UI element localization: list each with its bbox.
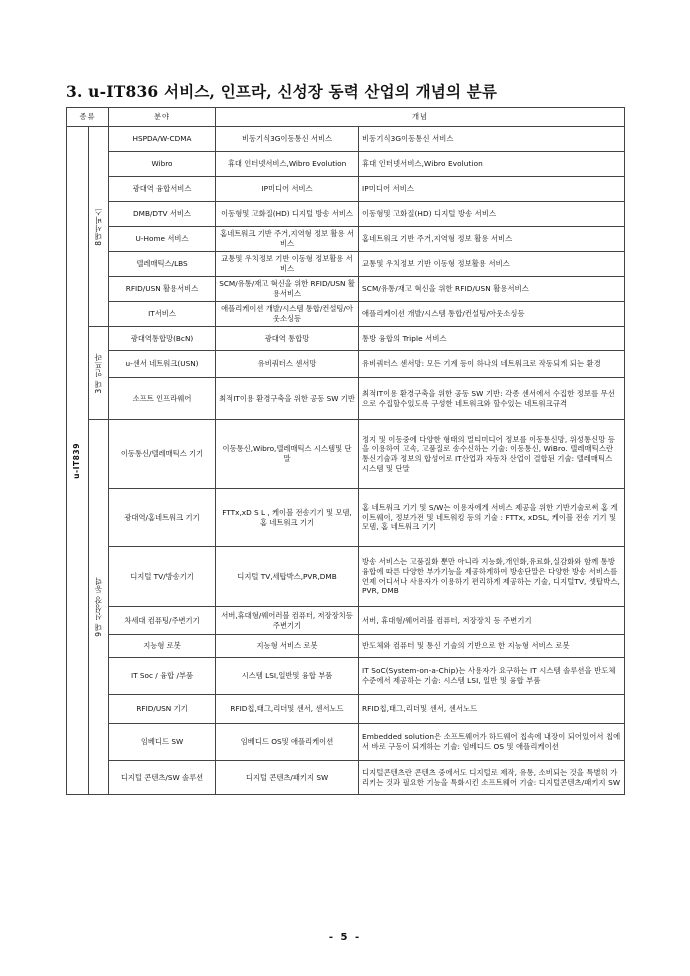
table-row: [67, 724, 625, 761]
concept-desc-cell: 반도체와 컴퓨터 및 통신 기술의 기반으로 한 지능형 서비스 로봇: [359, 635, 625, 658]
concept-name-cell: 비동기식3G이동통신 서비스: [216, 127, 359, 152]
concept-desc-cell: 통방 융합의 Triple 서비스: [359, 327, 625, 351]
concept-name-cell: 임베디드 OS및 애플리케이션: [216, 724, 359, 761]
concept-desc-cell: 서버, 휴대형/웨어러블 컴퓨터, 저장장치 등 주변기기: [359, 607, 625, 635]
concept-desc-cell: 유비쿼터스 센서망: 모든 기계 등이 하나의 네트워크로 작동되게 되는 환경: [359, 351, 625, 378]
group-cell: [89, 127, 109, 327]
category-label: u-IT839: [72, 442, 82, 479]
field-cell: 차세대 컴퓨팅/주변기기: [109, 607, 216, 635]
concept-desc-cell: 교통및 우치정보 기반 이동형 정보활용 서비스: [359, 252, 625, 277]
field-cell: 지능형 로봇: [109, 635, 216, 658]
table-row: [67, 695, 625, 724]
concept-name-cell: 교통및 우치정보 기반 이동형 정보활용 서비스: [216, 252, 359, 277]
concept-desc-cell: 정지 및 이동중에 다양한 형태의 멀티미디어 정보를 이동통신망, 위성통신망 등을 이용하여 고속, 고품질로 송수신하는 기술: 이동통신, WiBro. 텔레매틱스란 통신기술과 정보의 합성어로 IT산업과 자동차 산업이 결합된 기술: 텔레매틱스 시스템 및 단말: [359, 420, 625, 489]
field-cell: IT Soc / 융합 /부품: [109, 658, 216, 695]
field-cell: 소프트 인프라웨어: [109, 378, 216, 420]
concept-desc-cell: IT SoC(System-on-a-Chip)는 사용자가 요구하는 IT 시스템 솔루션을 반도체 수준에서 제공하는 기술: 시스템 LSI, 일반 및 융합 부품: [359, 658, 625, 695]
concept-desc-cell: 비동기식3G이동통신 서비스: [359, 127, 625, 152]
classification-table: [66, 107, 625, 795]
concept-name-cell: 이동형및 고화질(HD) 디지털 방송 서비스: [216, 202, 359, 227]
table-row: [67, 227, 625, 252]
concept-name-cell: 서버,휴대형/웨어러블 컴퓨터, 저장장치등 주변기기: [216, 607, 359, 635]
concept-desc-cell: 홈네트워크 기반 주거,지역형 정보 활용 서비스: [359, 227, 625, 252]
concept-name-cell: 유비쿼터스 센서망: [216, 351, 359, 378]
field-cell: 임베디드 SW: [109, 724, 216, 761]
field-cell: u-센서 네트워크(USN): [109, 351, 216, 378]
concept-name-cell: 디지털 TV,세탑박스,PVR,DMB: [216, 547, 359, 607]
field-cell: 디지털 콘텐츠/SW 솔루션: [109, 761, 216, 795]
table-row: [67, 489, 625, 547]
field-cell: 광대역/홈네트워크 기기: [109, 489, 216, 547]
table-row: [67, 152, 625, 177]
concept-desc-cell: 방송 서비스는 고품질화 뿐만 아니라 지능화,개인화,유료화,실감화와 함께 통방융합에 따른 다양한 부가기능을 제공하게하여 방송단말은 다양한 방송 서비스를 언제 어디서나 사용자가 이용하기 편리하게 제공하는 기술, 디지털TV, 셋탑박스, PVR, DMB: [359, 547, 625, 607]
table-row: [67, 547, 625, 607]
concept-desc-cell: SCM/유통/재고 혁신을 위한 RFID/USN 활용서비스: [359, 277, 625, 302]
table-row: [67, 127, 625, 152]
table-row: [67, 277, 625, 302]
concept-desc-cell: 최적IT이용 환경구축을 위한 공동 SW 기반: 각종 센서에서 수집한 정보를 무선으로 수집할수있도록 구성한 네트워크와 할수있는 네트워크규격: [359, 378, 625, 420]
concept-name-cell: 지능형 서비스 로봇: [216, 635, 359, 658]
category-cell: [67, 127, 89, 795]
field-cell: RFID/USN 활용서비스: [109, 277, 216, 302]
table-row: [67, 302, 625, 327]
table-row: [67, 177, 625, 202]
field-cell: RFID/USN 기기: [109, 695, 216, 724]
concept-desc-cell: IP미디어 서비스: [359, 177, 625, 202]
table-row: [67, 351, 625, 378]
field-cell: U-Home 서비스: [109, 227, 216, 252]
concept-name-cell: RFID칩,태그,리더및 센서, 센서노드: [216, 695, 359, 724]
concept-desc-cell: Embedded solution은 소프트웨어가 하드웨어 칩속에 내장이 되어있어서 칩에서 바로 구동이 되게하는 기술: 임베디드 OS 및 애플리케이션: [359, 724, 625, 761]
header-concept: 개념: [216, 108, 625, 127]
group-label: 8대서비스: [93, 207, 103, 246]
concept-desc-cell: 애플리케이션 개발/시스템 통합/컨설팅/아웃소싱등: [359, 302, 625, 327]
concept-name-cell: 시스템 LSI,일반및 융합 부품: [216, 658, 359, 695]
concept-name-cell: 휴대 인터넷서비스,Wibro Evolution: [216, 152, 359, 177]
page-title: 3. u-IT836 서비스, 인프라, 신성장 동력 산업의 개념의 분류: [66, 82, 498, 101]
concept-name-cell: 애플리케이션 개발/시스템 통합/컨설팅/아웃소싱등: [216, 302, 359, 327]
table-row: [67, 607, 625, 635]
group-cell: [89, 327, 109, 420]
concept-name-cell: 이동통신,Wibro,텔레매틱스 시스템및 단말: [216, 420, 359, 489]
concept-name-cell: 홈네트워크 기반 주거,지역형 정보 활용 서비스: [216, 227, 359, 252]
concept-desc-cell: 이동형및 고화질(HD) 디지털 방송 서비스: [359, 202, 625, 227]
concept-name-cell: 최적IT이용 환경구축을 위한 공동 SW 기반: [216, 378, 359, 420]
concept-desc-cell: 휴대 인터넷서비스,Wibro Evolution: [359, 152, 625, 177]
table-row: [67, 420, 625, 489]
table-row: [67, 635, 625, 658]
field-cell: Wibro: [109, 152, 216, 177]
field-cell: IT서비스: [109, 302, 216, 327]
field-cell: 광대역통합망(BcN): [109, 327, 216, 351]
concept-name-cell: 디지털 콘텐츠/패키지 SW: [216, 761, 359, 795]
header-type: 종류: [67, 108, 109, 127]
table-row: [67, 327, 625, 351]
table-row: [67, 202, 625, 227]
header-field: 분야: [109, 108, 216, 127]
concept-desc-cell: 홈 네트워크 기기 및 S/W는 이용자에게 서비스 제공을 위한 기반기술로써 홈 게이트웨이, 정보가전 및 네트워킹 등의 기술 : FTTx, xDSL, 케이블 전송 기기 및 모뎀, 홈 네트워크 기기: [359, 489, 625, 547]
table-row: [67, 378, 625, 420]
concept-name-cell: SCM/유통/재고 혁신을 위한 RFID/USN 활용서비스: [216, 277, 359, 302]
table-row: [67, 761, 625, 795]
table-row: [67, 658, 625, 695]
table-row: [67, 252, 625, 277]
field-cell: DMB/DTV 서비스: [109, 202, 216, 227]
group-cell: [89, 420, 109, 795]
field-cell: 디지털 TV/방송기기: [109, 547, 216, 607]
group-label: 3대 인프라: [93, 352, 103, 394]
group-label: 9대 신성장 동력: [93, 577, 103, 637]
concept-name-cell: IP미디어 서비스: [216, 177, 359, 202]
concept-desc-cell: 디지털콘텐츠란 콘텐츠 중에서도 디지털로 제작, 유통, 소비되는 것을 특별히 가리키는 것과 필요한 기능을 특화시킨 소프트웨어 기술: 디지털콘텐츠/패키지 SW: [359, 761, 625, 795]
concept-desc-cell: RFID칩,태그,리더및 센서, 센서노드: [359, 695, 625, 724]
field-cell: 텔레매틱스/LBS: [109, 252, 216, 277]
field-cell: 이동통신/텔레매틱스 기기: [109, 420, 216, 489]
concept-name-cell: 광대역 통합망: [216, 327, 359, 351]
field-cell: HSPDA/W-CDMA: [109, 127, 216, 152]
page-number: - 5 -: [328, 932, 362, 943]
field-cell: 광대역 융합서비스: [109, 177, 216, 202]
concept-name-cell: FTTx,xD S L , 케이블 전송기기 및 모뎀, 홈 네트워크 기기: [216, 489, 359, 547]
table-header-row: [67, 108, 625, 127]
table-body: [67, 127, 625, 795]
